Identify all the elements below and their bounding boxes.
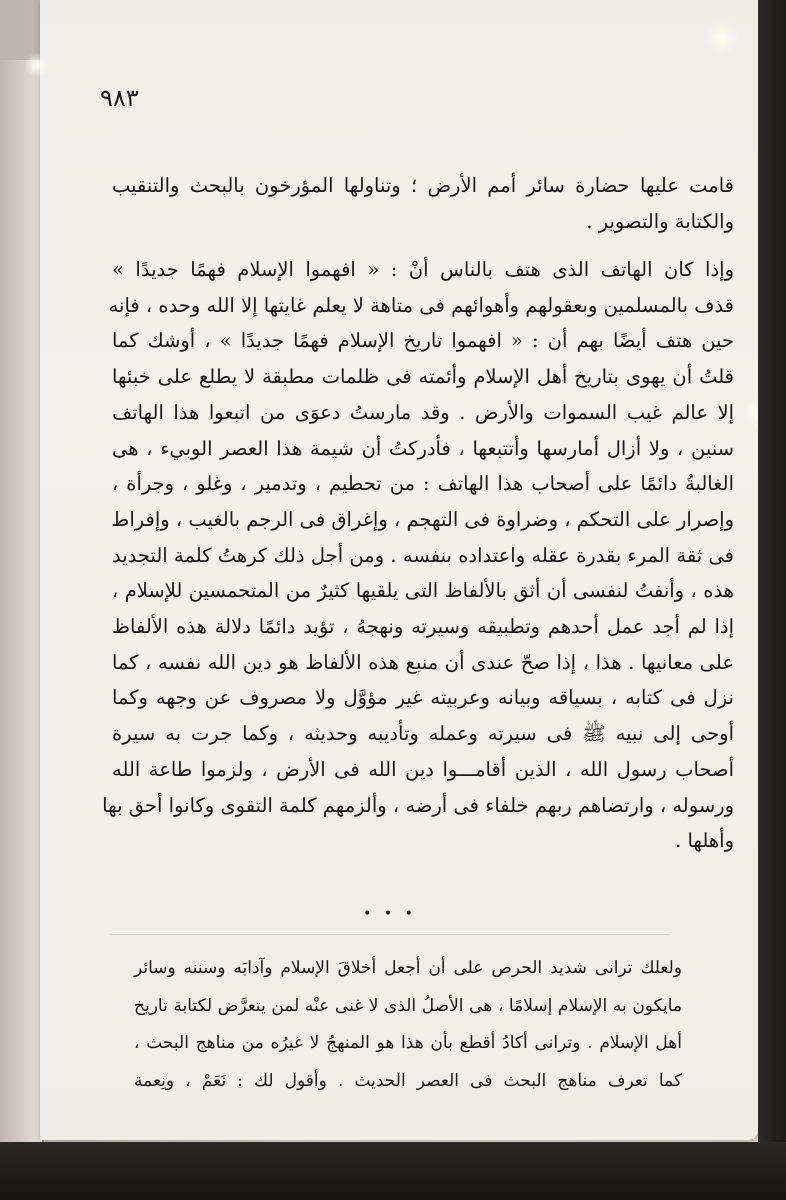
text-line: حين هتف أيضًا بهم أن : « افهموا تاريخ الإسلام فهمًا جديدًا » ، أوشك كما xyxy=(112,329,734,353)
text-line: سنين ، ولا أزال أمارسها وأتتبعها ، فأدركتُ أن شيمة هذا العصر الوبيء ، هى xyxy=(112,436,734,460)
text-line: أصحاب رسول الله ، الذين أقامـــوا دين الله فى الأرض ، ولزموا طاعة الله xyxy=(112,757,734,781)
section-separator: • • • xyxy=(363,906,417,922)
text-line: نزل فى كتابه ، بسياقه وبيانه وعربيته غير مؤوَّل ولا مصروف عن وجهه وكما xyxy=(112,686,734,710)
text-line: قامت عليها حضارة سائر أمم الأرض ؛ وتناولها المؤرخون بالبحث والتنقيب xyxy=(112,174,734,197)
footnote-line: مايكون به الإسلام إسلامًا ، هى الأصلُ الذى لا غنى عنْه لمن يتعرَّض لكتابة تاريخ xyxy=(134,995,682,1016)
footnote xyxy=(134,950,682,1100)
text-line: وأهلها . xyxy=(675,829,734,853)
text-line: وإذا كان الهاتف الذى هتف بالناس أنْ : « افهموا الإسلام فهمًا جديدًا » xyxy=(112,258,734,281)
text-line: قذف بالمسلمين وبعقولهم وأهوائهم فى متاهة لا يعلم غايتها إلا الله وحده ، فإنه xyxy=(108,293,734,317)
page-number: ٩٨٣ xyxy=(100,84,139,112)
footnote-line: أهل الإسلام . وترانى أكادُ أقطع بأن هذا هو المنهجُ لا غيرُه من مناهج البحث ، xyxy=(134,1033,682,1053)
paragraph-1 xyxy=(112,168,734,239)
previous-page-edge xyxy=(0,60,44,1160)
paragraph-2 xyxy=(102,252,734,859)
text-line: أوحى إلى نبيه ﷺ فى سيرته وعمله وتأديبه وحديثه ، وكما جرت به سيرة xyxy=(112,722,734,746)
text-line: الغالبةُ دائمًا على أصحاب هذا الهاتف : من تحطيم ، وتدمير ، وغلو ، وجرأة ، xyxy=(112,472,734,496)
text-line: قلتُ أن يهوى بتاريخ أهل الإسلام وأئمته فى ظلمات مطبقة لا يطلع على خبئها xyxy=(112,365,734,389)
text-line: إذا لم أجد عمل أحدهم وتطبيقه وسيرته ونهجهُ ، تؤيد دائمًا دلالة هذه الألفاظ xyxy=(112,615,734,639)
text-line: والكتابة والتصوير . xyxy=(586,209,734,233)
text-line: ورسوله ، وارتضاهم ربهم خلفاء فى أرضه ، وألزمهم كلمة التقوى وكانوا أحق بها xyxy=(102,793,734,817)
light-glare xyxy=(704,20,740,56)
text-line: على معانيها . هذا ، إذا صحّ عندى أن منبع هذه الألفاظ هو دين الله نفسه ، كما xyxy=(112,650,734,674)
text-line: فى ثقة المرء بقدرة عقله واعتداده بنفسه . ومن أجل ذلك كرهتُ كلمة التجديد xyxy=(112,543,734,567)
device-frame-bottom xyxy=(0,1142,786,1200)
text-line: هذه ، وأنفتُ لنفسى أن أثق بالألفاظ التى يلقيها كثيرٌ من المتحمسين للإسلام ، xyxy=(112,579,734,603)
footnote-line: كما تعرف مناهج البحث فى العصر الحديث . وأقول لك : نَعَمْ ، ونِعمة xyxy=(134,1070,682,1091)
light-glare xyxy=(24,52,50,78)
device-frame-right xyxy=(758,0,786,1200)
text-line: وإصرار على التحكم ، وضراوة فى التهجم ، وإغراق فى الرجم بالغيب ، وإفراط xyxy=(111,507,734,531)
text-line: إلا عالم غيب السموات والأرض . وقد مارستُ دعوَى من اتبعوا هذا الهاتف xyxy=(112,400,734,424)
footnote-divider xyxy=(110,934,670,935)
footnote-line: ولعلك ترانى شديد الحرص على أن أجعل أخلاقَ الإسلام وآدابَه وسننه وسائر xyxy=(134,958,682,978)
